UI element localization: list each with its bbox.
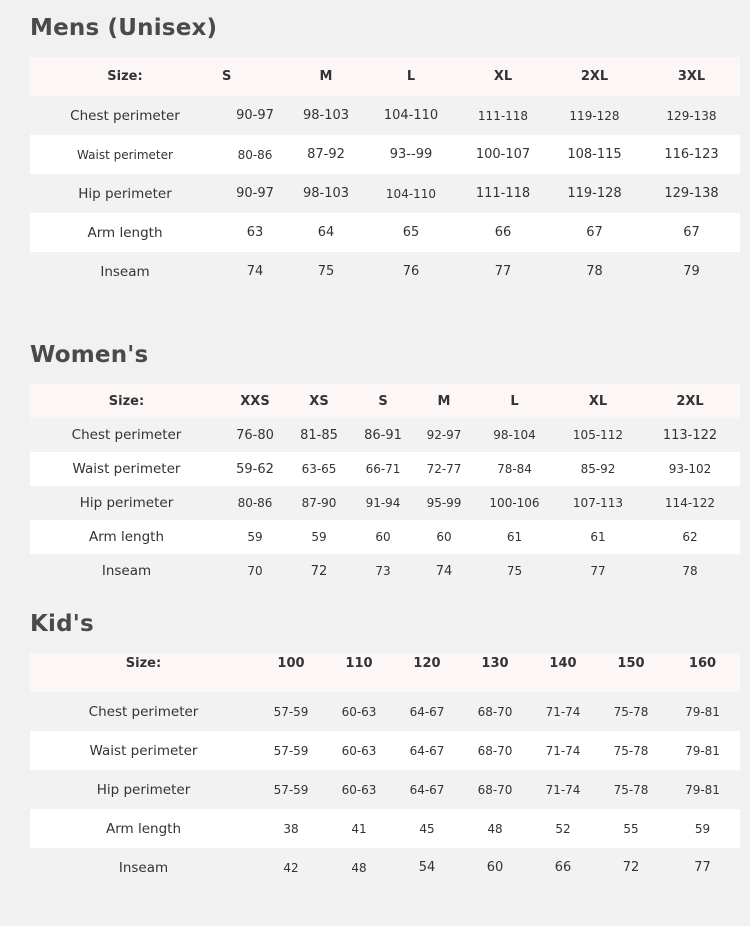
table-cell: 108-115 (546, 135, 643, 174)
table-cell: 66 (529, 848, 597, 887)
table-cell: 62 (640, 520, 740, 554)
size-header-cell: XL (556, 384, 640, 418)
size-header-label: Size: (30, 57, 220, 96)
table-cell: 100-106 (473, 486, 556, 520)
table-cell: 65 (362, 213, 460, 252)
table-cell: 66-71 (351, 452, 415, 486)
table-cell: 75-78 (597, 770, 665, 809)
table-cell: 79-81 (665, 731, 740, 770)
table-header-row (30, 653, 740, 692)
table-cell: 74 (415, 554, 473, 588)
size-header-cell: 150 (597, 653, 665, 692)
table-row (30, 554, 740, 588)
table-cell: 59 (287, 520, 351, 554)
table-cell: 63 (220, 213, 290, 252)
table-cell: 119-128 (546, 96, 643, 135)
table-cell: 129-138 (643, 174, 740, 213)
kids-size-table (30, 653, 740, 926)
table-cell: 67 (546, 213, 643, 252)
table-spacer (30, 291, 740, 330)
table-cell: 42 (257, 848, 325, 887)
table-cell: 85-92 (556, 452, 640, 486)
table-cell: 75-78 (597, 692, 665, 731)
table-cell: 111-118 (460, 96, 546, 135)
womens-section-title: Women's (30, 342, 149, 368)
table-cell: 114-122 (640, 486, 740, 520)
table-cell: 95-99 (415, 486, 473, 520)
table-cell: 60 (351, 520, 415, 554)
size-header-cell: L (362, 57, 460, 96)
table-cell: 80-86 (223, 486, 287, 520)
table-row (30, 731, 740, 770)
table-row (30, 174, 740, 213)
table-cell: 75-78 (597, 731, 665, 770)
table-row (30, 213, 740, 252)
table-cell: 61 (556, 520, 640, 554)
table-cell: 116-123 (643, 135, 740, 174)
table-cell: 76-80 (223, 418, 287, 452)
row-label: Arm length (30, 809, 257, 848)
table-row (30, 418, 740, 452)
size-header-label: Size: (30, 384, 223, 418)
size-header-cell: 2XL (546, 57, 643, 96)
table-row (30, 252, 740, 291)
table-cell: 104-110 (362, 174, 460, 213)
table-row (30, 809, 740, 848)
table-cell: 57-59 (257, 692, 325, 731)
table-cell: 60-63 (325, 731, 393, 770)
table-cell: 93--99 (362, 135, 460, 174)
table-cell: 111-118 (460, 174, 546, 213)
table-cell: 81-85 (287, 418, 351, 452)
table-cell: 71-74 (529, 770, 597, 809)
table-cell: 107-113 (556, 486, 640, 520)
table-cell: 75 (473, 554, 556, 588)
table-row (30, 452, 740, 486)
table-cell: 77 (665, 848, 740, 887)
table-cell: 93-102 (640, 452, 740, 486)
table-row (30, 486, 740, 520)
row-label: Waist perimeter (30, 452, 223, 486)
table-cell: 73 (351, 554, 415, 588)
table-cell: 87-90 (287, 486, 351, 520)
table-cell: 77 (556, 554, 640, 588)
table-row (30, 770, 740, 809)
table-cell: 45 (393, 809, 461, 848)
table-row (30, 692, 740, 731)
size-header-cell: S (220, 57, 290, 96)
row-label: Waist perimeter (30, 731, 257, 770)
size-header-label: Size: (30, 653, 257, 692)
row-label: Waist perimeter (30, 135, 220, 174)
table-cell: 79-81 (665, 692, 740, 731)
table-header-row (30, 384, 740, 418)
table-cell: 86-91 (351, 418, 415, 452)
table-cell: 98-103 (290, 174, 362, 213)
table-cell: 48 (461, 809, 529, 848)
table-header-row (30, 57, 740, 96)
mens-section-title: Mens (Unisex) (30, 15, 218, 41)
row-label: Hip perimeter (30, 174, 220, 213)
table-cell: 98-103 (290, 96, 362, 135)
table-cell: 60 (461, 848, 529, 887)
size-header-cell: 160 (665, 653, 740, 692)
table-cell: 90-97 (220, 174, 290, 213)
kids-section-title: Kid's (30, 611, 94, 637)
table-cell: 92-97 (415, 418, 473, 452)
table-spacer (30, 588, 740, 622)
size-header-cell: 100 (257, 653, 325, 692)
table-cell: 59 (665, 809, 740, 848)
table-cell: 119-128 (546, 174, 643, 213)
table-cell: 105-112 (556, 418, 640, 452)
table-row (30, 848, 740, 887)
table-cell: 60-63 (325, 770, 393, 809)
table-cell: 77 (460, 252, 546, 291)
table-row (30, 520, 740, 554)
table-cell: 64 (290, 213, 362, 252)
table-cell: 38 (257, 809, 325, 848)
size-header-cell: XXS (223, 384, 287, 418)
table-cell: 75 (290, 252, 362, 291)
row-label: Hip perimeter (30, 770, 257, 809)
table-cell: 68-70 (461, 770, 529, 809)
table-cell: 68-70 (461, 692, 529, 731)
table-spacer (30, 887, 740, 926)
table-cell: 72-77 (415, 452, 473, 486)
size-header-cell: XS (287, 384, 351, 418)
table-cell: 78-84 (473, 452, 556, 486)
row-label: Chest perimeter (30, 96, 220, 135)
table-cell: 52 (529, 809, 597, 848)
table-cell: 67 (643, 213, 740, 252)
table-cell: 48 (325, 848, 393, 887)
table-cell: 113-122 (640, 418, 740, 452)
size-header-cell: M (290, 57, 362, 96)
size-header-cell: S (351, 384, 415, 418)
table-cell: 59 (223, 520, 287, 554)
table-cell: 68-70 (461, 731, 529, 770)
table-cell: 78 (546, 252, 643, 291)
table-cell: 57-59 (257, 731, 325, 770)
table-cell: 72 (287, 554, 351, 588)
table-cell: 129-138 (643, 96, 740, 135)
row-label: Hip perimeter (30, 486, 223, 520)
table-cell: 61 (473, 520, 556, 554)
table-cell: 54 (393, 848, 461, 887)
table-cell: 60-63 (325, 692, 393, 731)
table-cell: 79-81 (665, 770, 740, 809)
row-label: Chest perimeter (30, 418, 223, 452)
size-header-cell: 140 (529, 653, 597, 692)
table-cell: 76 (362, 252, 460, 291)
table-cell: 63-65 (287, 452, 351, 486)
table-row (30, 135, 740, 174)
table-cell: 41 (325, 809, 393, 848)
size-header-cell: 110 (325, 653, 393, 692)
table-cell: 74 (220, 252, 290, 291)
size-header-cell: M (415, 384, 473, 418)
row-label: Arm length (30, 213, 220, 252)
table-cell: 55 (597, 809, 665, 848)
table-cell: 78 (640, 554, 740, 588)
table-cell: 64-67 (393, 731, 461, 770)
size-header-cell: 130 (461, 653, 529, 692)
table-cell: 98-104 (473, 418, 556, 452)
table-cell: 104-110 (362, 96, 460, 135)
table-cell: 80-86 (220, 135, 290, 174)
table-cell: 64-67 (393, 770, 461, 809)
table-cell: 59-62 (223, 452, 287, 486)
row-label: Chest perimeter (30, 692, 257, 731)
womens-size-table (30, 384, 740, 622)
row-label: Inseam (30, 554, 223, 588)
size-header-cell: 3XL (643, 57, 740, 96)
row-label: Inseam (30, 252, 220, 291)
size-header-cell: XL (460, 57, 546, 96)
row-label: Inseam (30, 848, 257, 887)
table-cell: 64-67 (393, 692, 461, 731)
table-row (30, 96, 740, 135)
size-header-cell: L (473, 384, 556, 418)
table-cell: 57-59 (257, 770, 325, 809)
row-label: Arm length (30, 520, 223, 554)
table-cell: 70 (223, 554, 287, 588)
table-cell: 71-74 (529, 692, 597, 731)
table-cell: 66 (460, 213, 546, 252)
table-cell: 87-92 (290, 135, 362, 174)
table-cell: 91-94 (351, 486, 415, 520)
table-cell: 71-74 (529, 731, 597, 770)
table-cell: 79 (643, 252, 740, 291)
size-header-cell: 120 (393, 653, 461, 692)
mens-size-table (30, 57, 740, 330)
size-header-cell: 2XL (640, 384, 740, 418)
table-cell: 72 (597, 848, 665, 887)
table-cell: 60 (415, 520, 473, 554)
table-cell: 90-97 (220, 96, 290, 135)
table-cell: 100-107 (460, 135, 546, 174)
